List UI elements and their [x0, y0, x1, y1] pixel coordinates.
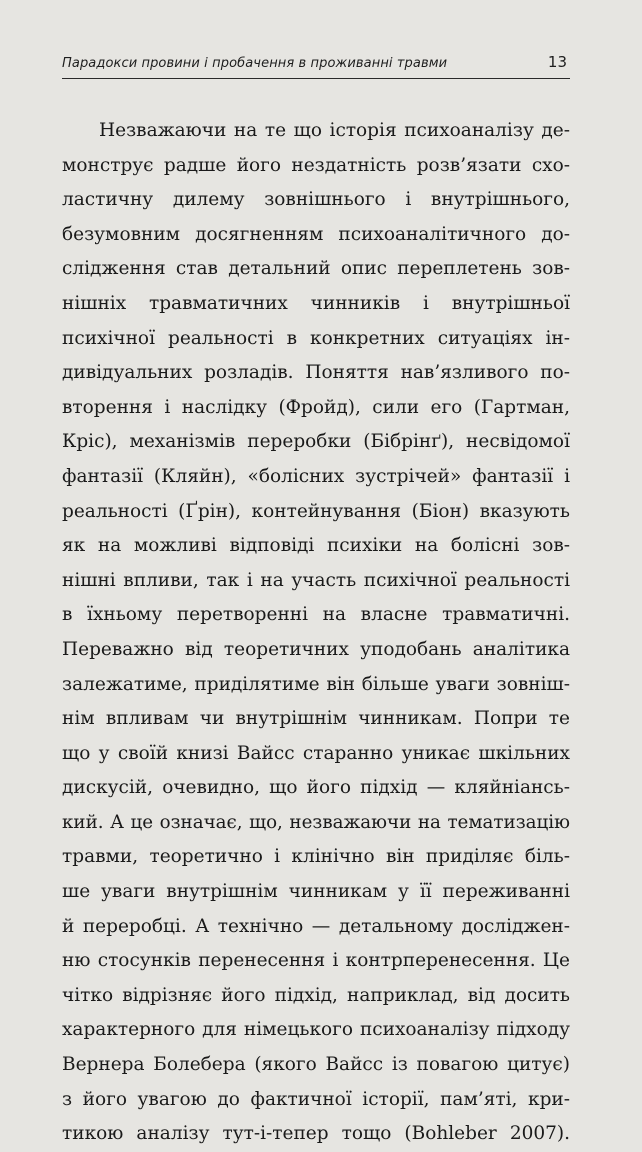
page-number: 13 — [547, 53, 567, 71]
text-line: психічної реальності в конкретних ситуаціях ін- — [62, 327, 570, 349]
text-line: реальності (Ґрін), контейнування (Біон) вказують — [62, 500, 570, 522]
text-line: травми, теоретично і клінічно він приділяє біль- — [62, 846, 570, 868]
text-line: з його увагою до фактичної історії, пам’яті, кри- — [62, 1088, 570, 1110]
text-line: кий. А це означає, що, незважаючи на тематизацію — [62, 811, 570, 833]
text-line: дискусій, очевидно, що його підхід — кляйніансь- — [62, 777, 570, 799]
text-line: характерного для німецького психоаналізу підходу — [62, 1019, 570, 1041]
text-line: безумовним досягненням психоаналітичного до- — [62, 223, 570, 245]
text-line: нішніх травматичних чинників і внутрішньої — [62, 292, 570, 314]
text-line: ластичну дилему зовнішнього і внутрішнього, — [62, 189, 570, 211]
text-line: вторення і наслідку (Фройд), сили его (Гартман, — [62, 396, 570, 418]
text-line: монструє радше його нездатність розв’язати схо- — [62, 154, 570, 176]
text-line: нішні впливи, так і на участь психічної реальності — [62, 569, 570, 591]
text-line: Переважно від теоретичних уподобань аналітика — [62, 638, 570, 660]
text-line: що у своїй книзі Вайсс старанно уникає шкільних — [62, 742, 570, 764]
text-line: Незважаючи на те що історія психоаналізу де- — [99, 120, 570, 141]
text-line: як на можливі відповіді психіки на болісні зов- — [62, 535, 570, 557]
text-line: фантазії (Кляйн), «болісних зустрічей» фантазії і — [62, 465, 570, 487]
text-line: дивідуальних розладів. Поняття нав’язливого по- — [62, 362, 570, 384]
running-title: Парадокси провини і пробачення в проживанні травми — [62, 56, 448, 71]
text-line: ню стосунків перенесення і контрперенесення. Це — [62, 950, 570, 972]
text-line: Кріс), механізмів переробки (Бібрінґ), несвідомої — [62, 431, 570, 453]
page-header — [62, 50, 570, 79]
text-line: ше уваги внутрішнім чинникам у її переживанні — [62, 881, 570, 903]
text-line: в їхньому перетворенні на власне травматичні. — [62, 604, 570, 626]
body-paragraph — [62, 114, 570, 1152]
text-line: чітко відрізняє його підхід, наприклад, від досить — [62, 984, 570, 1006]
text-line: залежатиме, приділятиме він більше уваги зовніш- — [62, 673, 570, 695]
text-line: нім впливам чи внутрішнім чинникам. Попри те — [62, 708, 570, 730]
text-line: й переробці. А технічно — детальному досліджен- — [62, 915, 570, 937]
text-line: слідження став детальний опис переплетень зов- — [62, 258, 570, 280]
text-line: тикою аналізу тут-і-тепер тощо (Bohleber 2007). — [62, 1123, 570, 1145]
text-line: Вернера Болебера (якого Вайсс із повагою цитує) — [62, 1054, 570, 1076]
